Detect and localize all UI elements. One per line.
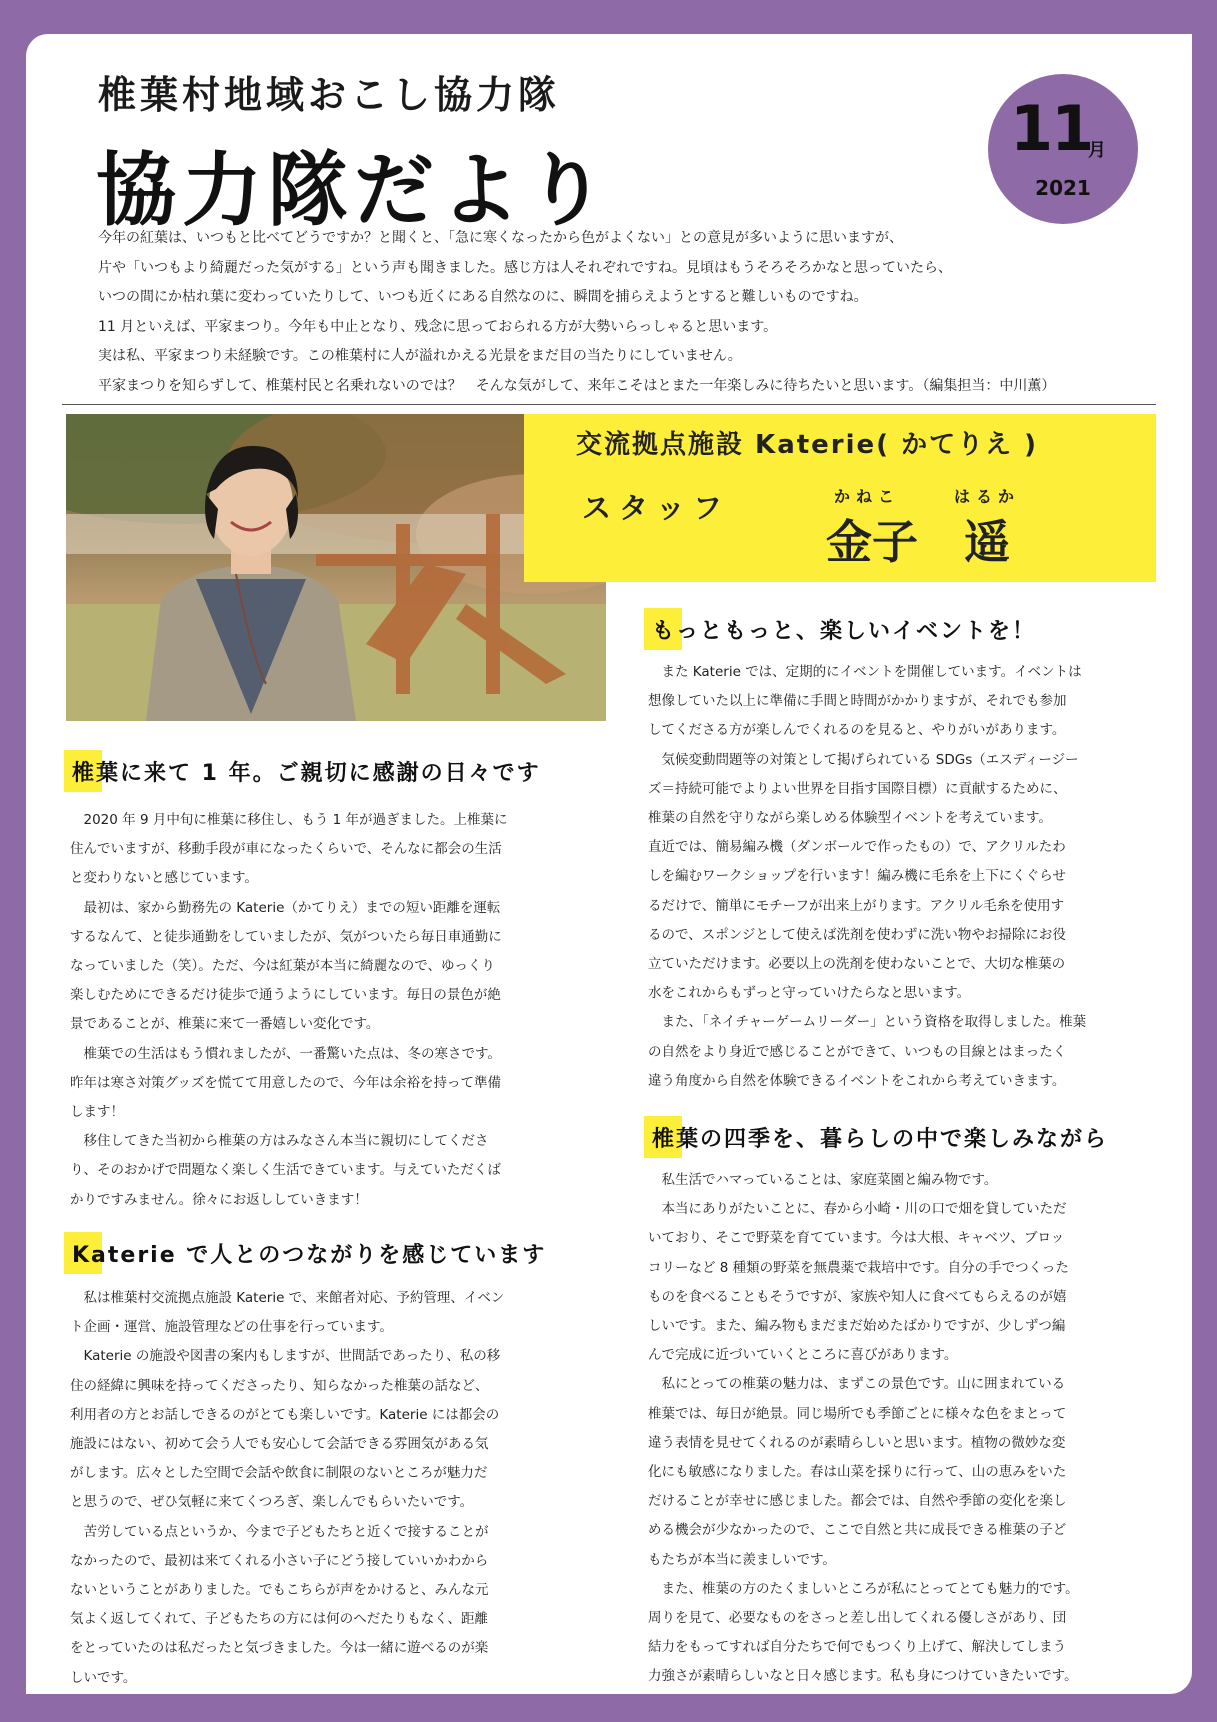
body-line: 2020 年 9 月中旬に椎葉に移住し、もう 1 年が過ぎました。上椎葉に: [70, 812, 508, 828]
body-line: 椎葉の自然を守りながら楽しめる体験型イベントを考えています。: [648, 810, 1052, 827]
body-line: ト企画・運営、施設管理などの仕事を行っています。: [70, 1319, 393, 1336]
divider: [62, 404, 1156, 405]
facility-name: 交流拠点施設 Katerie( かてりえ ): [576, 430, 1039, 460]
section-body-katerie: [70, 1284, 504, 1693]
body-line: Katerie の施設や図書の案内もしますが、世間話であったり、私の移: [70, 1348, 501, 1365]
body-line: いており、そこで野菜を育てています。今は大根、キャベツ、ブロッ: [648, 1230, 1065, 1247]
body-line: してくださる方が楽しんでくれるのを見ると、やりがいがあります。: [648, 722, 1066, 739]
body-line: しいです。また、編み物もまだまだ始めたばかりですが、少しずつ編: [648, 1318, 1066, 1335]
body-line: 利用者の方とお話しできるのがとても楽しいです。Katerie には都会の: [70, 1406, 500, 1423]
body-line: ものを食べることもそうですが、家族や知人に食べてもらえるのが嬉: [648, 1288, 1067, 1305]
section-body-events: [648, 658, 1086, 1096]
section-heading-seasons: 椎葉の四季を、暮らしの中で楽しみながら: [652, 1122, 1108, 1153]
body-line: と思うので、ぜひ気軽に来てくつろぎ、楽しんでもらいたいです。: [70, 1494, 474, 1511]
body-line: 昨年は寒さ対策グッズを慌てて用意したので、今年は余裕を持って準備: [70, 1074, 502, 1091]
intro-line: 実は私、平家まつり未経験です。この椎葉村に人が溢れかえる光景をまだ目の当たりにしていません。: [98, 348, 742, 364]
body-line: だけることが幸せに感じました。都会では、自然や季節の変化を楽し: [648, 1493, 1067, 1510]
editorial-intro: [98, 224, 1188, 401]
body-line: 想像していた以上に準備に手間と時間がかかりますが、それでも参加: [648, 693, 1067, 710]
body-line: コリーなど 8 種類の野菜を無農薬で栽培中です。自分の手でつくった: [648, 1259, 1069, 1276]
body-line: もたちが本当に羨ましいです。: [648, 1551, 836, 1568]
body-line: 水をこれからもずっと守っていけたらなと思います。: [648, 985, 971, 1002]
body-line: また、「ネイチャーゲームリーダー」という資格を取得しました。椎葉: [648, 1014, 1087, 1031]
body-line: ズ＝持続可能でよりよい世界を目指す国際目標）に貢献するために、: [648, 780, 1067, 797]
body-line: 結力をもってすれば自分たちで何でもつくり上げて、解決してしまう: [648, 1639, 1067, 1656]
body-line: るので、スポンジとして使えば洗剤を使わずに洗い物やお掃除にお役: [648, 926, 1066, 943]
body-line: 私は椎葉村交流拠点施設 Katerie で、来館者対応、予約管理、イベン: [70, 1290, 505, 1306]
body-line: 私にとっての椎葉の魅力は、まずこの景色です。山に囲まれている: [648, 1376, 1066, 1393]
body-line: 苦労している点というか、今まで子どもたちと近くで接することが: [70, 1523, 489, 1540]
body-line: んで完成に近づいていくところに喜びがあります。: [648, 1347, 958, 1364]
newsletter-page: [26, 34, 1192, 1694]
intro-line: いつの間にか枯れ葉に変わっていたりして、いつも近くにある自然なのに、瞬間を捕らえようとすると難しいものですね。: [98, 289, 868, 305]
body-line: 本当にありがたいことに、春から小崎・川の口で畑を貸していただ: [648, 1201, 1067, 1218]
issue-month-unit: 月: [1088, 140, 1106, 161]
body-line: します！: [70, 1104, 124, 1121]
body-line: 景であることが、椎葉に来て一番嬉しい変化です。: [70, 1016, 380, 1033]
body-line: かりですみません。徐々にお返ししていきます！: [70, 1191, 368, 1208]
body-line: の自然をより身近で感じることができて、いつもの目線とはまったく: [648, 1043, 1067, 1060]
organization-name: 椎葉村地域おこし協力隊: [98, 73, 561, 117]
body-line: また Katerie では、定期的にイベントを開催しています。イベントは: [648, 664, 1082, 680]
staff-surname: 金子: [826, 515, 918, 569]
body-line: しを編むワークショップを行います！編み機に毛糸を上下にくぐらせ: [648, 868, 1066, 885]
body-line: 住の経緯に興味を持ってくださったり、知らなかった椎葉の話など、: [70, 1377, 489, 1394]
body-line: 椎葉での生活はもう慣れましたが、一番驚いた点は、冬の寒さです。: [70, 1045, 501, 1062]
body-line: ないということがありました。でもこちらが声をかけると、みんな元: [70, 1582, 489, 1599]
section-heading-katerie: Katerie で人とのつながりを感じています: [72, 1238, 546, 1269]
body-line: 違う表情を見せてくれるのが素晴らしいと思います。植物の微妙な変: [648, 1434, 1066, 1451]
body-line: める機会が少なかったので、ここで自然と共に成長できる椎葉の子ど: [648, 1522, 1067, 1539]
body-line: なかったので、最初は来てくれる小さい子にどう接していいかわから: [70, 1552, 489, 1569]
body-line: 最初は、家から勤務先の Katerie（かてりえ）までの短い距離を運転: [70, 899, 501, 916]
body-line: 気よく返してくれて、子どもたちの方には何のへだたりもなく、距離: [70, 1611, 488, 1628]
body-line: るだけで、簡単にモチーフが出来上がります。アクリル毛糸を使用す: [648, 897, 1065, 914]
body-line: また、椎葉の方のたくましいところが私にとってとても魅力的です。: [648, 1580, 1079, 1597]
section-body-seasons: [648, 1166, 1079, 1692]
issue-month: 11: [1010, 92, 1093, 165]
intro-line: 11 月といえば、平家まつり。今年も中止となり、残念に思っておられる方が大勢いらっしゃると思います。: [98, 318, 778, 335]
staff-given-name: 遥: [964, 515, 1010, 569]
body-line: 違う角度から自然を体験できるイベントをこれから考えていきます。: [648, 1072, 1066, 1089]
section-body-first-year: [70, 806, 508, 1215]
body-line: するなんて、と徒歩通勤をしていましたが、気がついたら毎日車通勤に: [70, 928, 502, 945]
newsletter-title: 協力隊だより: [96, 144, 612, 237]
staff-role: スタッフ: [582, 491, 731, 525]
intro-line: 片や「いつもより綺麗だった気がする」という声も聞きました。感じ方は人それぞれですね。見頃はもうそろそろかなと思っていたら、: [98, 259, 952, 276]
body-line: り、そのおかげで問題なく楽しく生活できています。与えていただくば: [70, 1162, 501, 1179]
body-line: 私生活でハマっていることは、家庭菜園と編み物です。: [648, 1172, 998, 1188]
body-line: しいです。: [70, 1669, 137, 1686]
body-line: 気候変動問題等の対策として掲げられている SDGs（エスディージー: [648, 751, 1079, 768]
body-line: なっていました（笑）。ただ、今は紅葉が本当に綺麗なので、ゆっくり: [70, 958, 495, 975]
intro-line: 平家まつりを知らずして、椎葉村民と名乗れないのでは？ そんな気がして、来年こそはとまた一年楽しみに待ちたいと思います。（編集担当：中川薫）: [98, 377, 1056, 394]
body-line: 椎葉では、毎日が絶景。同じ場所でも季節ごとに様々な色をまとって: [648, 1405, 1067, 1422]
body-line: 移住してきた当初から椎葉の方はみなさん本当に親切にしてくださ: [70, 1133, 489, 1150]
body-line: と変わりないと感じています。: [70, 870, 258, 887]
body-line: をとっていたのは私だったと気づきました。今は一緒に遊べるのが楽: [70, 1640, 489, 1657]
body-line: 立ていただけます。必要以上の洗剤を使わないことで、大切な椎葉の: [648, 956, 1066, 973]
intro-line: 今年の紅葉は、いつもと比べてどうですか？と聞くと、「急に寒くなったから色がよくない」との意見が多いように思いますが、: [98, 230, 903, 246]
section-heading-events: もっともっと、楽しいイベントを！: [652, 614, 1036, 645]
body-line: 直近では、簡易編み機（ダンボールで作ったもの）で、アクリルたわ: [648, 839, 1066, 856]
staff-profile-banner: [524, 414, 1156, 582]
body-line: 住んでいますが、移動手段が車になったくらいで、そんなに都会の生活: [70, 841, 502, 858]
body-line: 化にも敏感になりました。春は山菜を採りに行って、山の恵みをいた: [648, 1464, 1067, 1481]
body-line: 楽しむためにできるだけ徒歩で通うようにしています。毎日の景色が絶: [70, 987, 501, 1004]
issue-date-badge: [988, 74, 1138, 224]
section-heading-first-year: 椎葉に来て 1 年。ご親切に感謝の日々です: [72, 756, 541, 787]
body-line: 力強さが素晴らしいなと日々感じます。私も身につけていきたいです。: [648, 1668, 1078, 1685]
surname-ruby: かねこ: [834, 487, 901, 506]
issue-year: 2021: [1035, 176, 1091, 200]
body-line: がします。広々とした空間で会話や飲食に制限のないところが魅力だ: [70, 1465, 488, 1482]
body-line: 周りを見て、必要なものをさっと差し出してくれる優しさがあり、団: [648, 1610, 1067, 1627]
given-name-ruby: はるか: [954, 487, 1021, 506]
body-line: 施設にはない、初めて会う人でも安心して会話できる雰囲気がある気: [70, 1436, 489, 1453]
